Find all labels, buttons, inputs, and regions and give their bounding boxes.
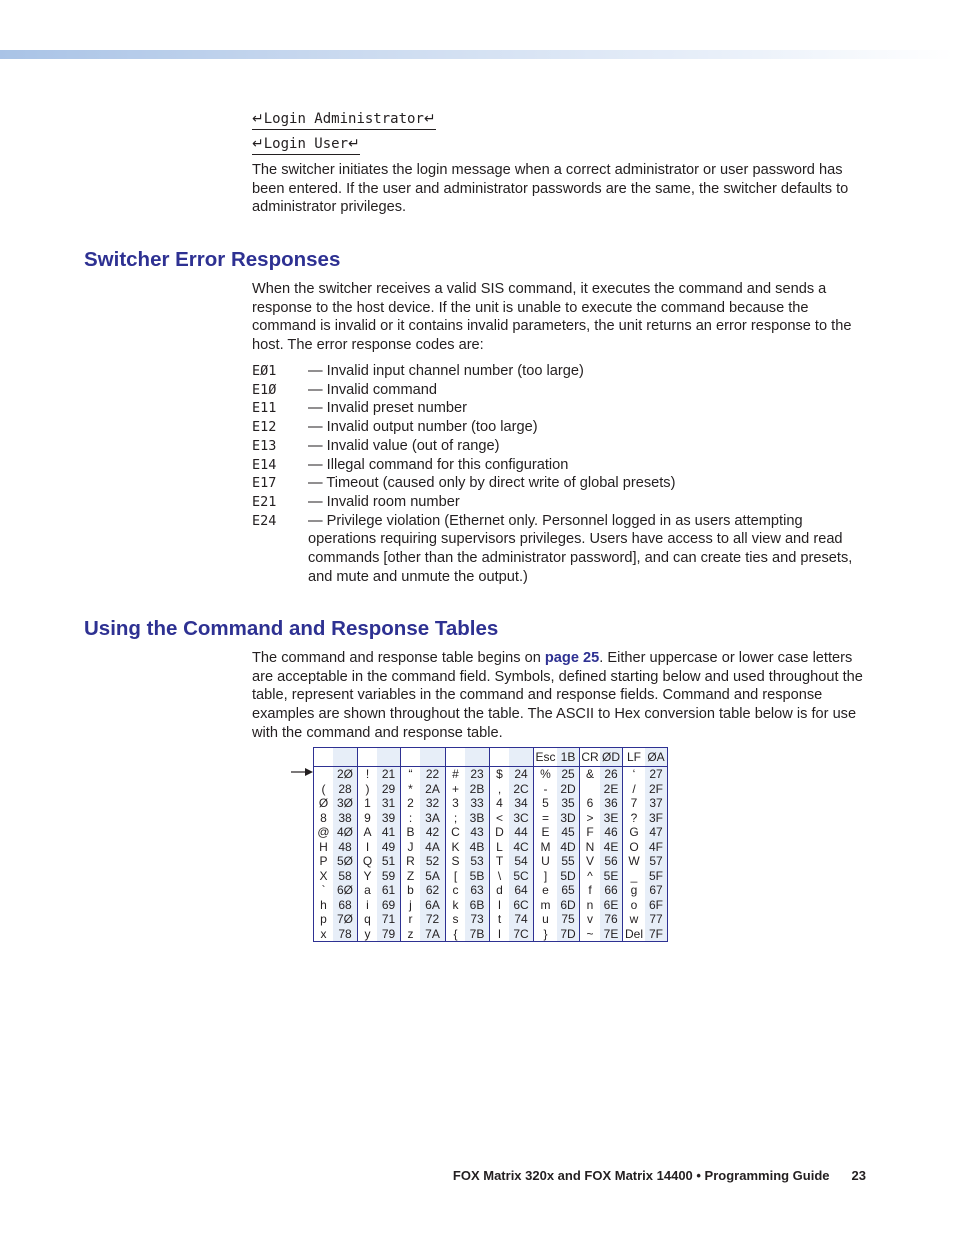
char-cell: T	[495, 854, 504, 868]
char-cell: 6	[586, 796, 594, 810]
page-25-link[interactable]: page 25	[544, 650, 600, 666]
hex-cell: 43	[465, 825, 490, 840]
hex-cell: 36	[600, 796, 623, 811]
char-cell: ]	[543, 868, 548, 883]
login-administrator-text: Login Administrator	[263, 111, 424, 127]
hex-cell	[333, 748, 358, 767]
hex-cell: 79	[377, 927, 401, 942]
char-cell: ‘	[632, 767, 636, 781]
char-cell: Z	[406, 868, 415, 883]
char-cell: w	[629, 912, 639, 926]
hex-cell: 39	[377, 811, 401, 826]
ascii-table-row	[314, 927, 668, 942]
hex-cell: 5C	[509, 869, 534, 884]
hex-cell: 48	[333, 840, 358, 855]
ascii-table-row	[314, 912, 668, 927]
char-cell: <	[495, 810, 503, 825]
hex-cell: 4B	[465, 840, 490, 855]
ascii-table-row	[314, 840, 668, 855]
hex-cell: 61	[377, 883, 401, 898]
ascii-table-row	[314, 854, 668, 869]
ascii-table-row	[314, 883, 668, 898]
char-cell: l	[498, 897, 501, 912]
hex-cell: 72	[420, 912, 446, 927]
error-responses-paragraph: When the switcher receives a valid SIS command, it executes the command and sends a response to the host device. If the unit is unable to execute the command because the command is invalid or it contains invalid parameters, the unit returns an error response to the host. The error response codes are:	[252, 281, 852, 354]
ascii-table-row	[314, 869, 668, 884]
char-cell: c	[452, 883, 459, 897]
error-item: E24 — Privilege violation (Ethernet only. Personnel logged in as users attempting operations requiring supervisors privileges. Users have access to all view and read commands [other than the administrator password], and can create ties and presets, and mute and unmute the output.)	[252, 512, 853, 585]
error-item: E21 — Invalid room number	[252, 493, 460, 510]
hex-cell: 38	[333, 811, 358, 826]
error-item: E13 — Invalid value (out of range)	[252, 437, 500, 454]
hex-cell: 45	[557, 825, 580, 840]
error-item: E17 — Timeout (caused only by direct write of global presets)	[252, 475, 676, 492]
char-cell: ?	[630, 810, 638, 825]
hex-cell: 2C	[509, 782, 534, 797]
hex-cell: 3Ø	[333, 796, 358, 811]
hex-cell: 2D	[557, 782, 580, 797]
hex-cell: 55	[557, 854, 580, 869]
footer-title: FOX Matrix 320x and FOX Matrix 14400 • Programming Guide	[452, 1168, 830, 1183]
hex-cell: 53	[465, 854, 490, 869]
char-cell: 9	[364, 810, 371, 825]
hex-cell: 59	[377, 869, 401, 884]
top-header-bar	[0, 50, 954, 59]
hex-cell: 6C	[509, 898, 534, 913]
hex-cell: 4A	[420, 840, 446, 855]
return-arrow-icon: ↵	[348, 136, 360, 152]
char-cell: $	[496, 767, 503, 781]
hex-cell: 68	[333, 898, 358, 913]
char-cell: G	[629, 825, 639, 839]
char-cell: #	[452, 767, 459, 781]
hex-cell: 75	[557, 912, 580, 927]
char-cell: )	[365, 781, 370, 796]
char-cell: N	[585, 839, 595, 854]
hex-cell: ØD	[600, 748, 623, 767]
char-cell: P	[319, 854, 328, 868]
char-cell: :	[408, 810, 413, 825]
char-cell: &	[585, 767, 594, 781]
char-cell: o	[630, 897, 638, 912]
hex-cell: 3B	[465, 811, 490, 826]
hex-cell: 42	[420, 825, 446, 840]
hex-cell: 26	[600, 767, 623, 782]
char-cell: B	[406, 825, 415, 839]
char-cell: s	[452, 912, 459, 926]
command-tables-paragraph: The command and response table begins on page 25. Either uppercase or lower case letters are acceptable in the command field. Symbols, defined starting below and used throughout the table, represent variables in the command and response fields. Command and response examples are shown throughout the table. The ASCII to Hex conversion table below is for use with the command and response table.	[252, 650, 863, 741]
hex-cell: 5B	[465, 869, 490, 884]
hex-cell: 47	[645, 825, 668, 840]
char-cell: Y	[363, 868, 372, 883]
char-cell: S	[451, 854, 460, 868]
hex-cell: 63	[465, 883, 490, 898]
char-cell: *	[408, 781, 413, 796]
hex-cell: 31	[377, 796, 401, 811]
hex-cell: 3D	[557, 811, 580, 826]
error-code-list	[252, 362, 872, 586]
char-cell: !	[365, 767, 370, 781]
hex-cell: 62	[420, 883, 446, 898]
hex-cell: 64	[509, 883, 534, 898]
char-cell: h	[320, 897, 327, 912]
hex-cell: 27	[645, 767, 668, 782]
char-cell: v	[587, 912, 593, 926]
hex-cell: 4Ø	[333, 825, 358, 840]
char-cell: 3	[452, 796, 459, 810]
char-cell	[580, 782, 601, 797]
char-cell: Del	[624, 926, 643, 941]
char-cell: l	[498, 926, 501, 941]
hex-cell: 4C	[509, 840, 534, 855]
hex-cell	[509, 748, 534, 767]
hex-cell: 2B	[465, 782, 490, 797]
hex-cell: ØA	[645, 748, 668, 767]
hex-cell: 73	[465, 912, 490, 927]
char-cell: ~	[586, 926, 594, 941]
char-cell: ;	[453, 810, 458, 825]
hex-cell: 7A	[420, 927, 446, 942]
char-cell: Esc	[534, 748, 558, 767]
hex-cell: 77	[645, 912, 668, 927]
char-cell: }	[543, 926, 548, 941]
section-title-command-tables: Using the Command and Response Tables	[84, 617, 499, 640]
char-cell	[358, 748, 378, 767]
char-cell: (	[321, 781, 326, 796]
char-cell: C	[451, 825, 460, 839]
hex-cell: 34	[509, 796, 534, 811]
hex-cell: 2Ø	[333, 767, 358, 782]
char-cell: CR	[580, 748, 601, 767]
char-cell: f	[588, 883, 592, 897]
char-cell: i	[366, 897, 369, 912]
char-cell: Ø	[318, 796, 329, 810]
arrow-pointer-icon	[291, 767, 313, 777]
char-cell: /	[632, 781, 636, 796]
char-cell: =	[541, 810, 549, 825]
hex-cell: 25	[557, 767, 580, 782]
char-cell: m	[540, 897, 551, 912]
char-cell: z	[407, 926, 414, 941]
hex-cell: 78	[333, 927, 358, 942]
char-cell: r	[408, 912, 413, 926]
ascii-table-row	[314, 825, 668, 840]
hex-cell: 28	[333, 782, 358, 797]
hex-cell: 3E	[600, 811, 623, 826]
hex-cell: 7D	[557, 927, 580, 942]
char-cell: u	[542, 912, 549, 926]
hex-cell: 5A	[420, 869, 446, 884]
ascii-table-row	[314, 898, 668, 913]
char-cell: I	[365, 839, 370, 854]
char-cell: 2	[407, 796, 414, 810]
char-cell: g	[630, 883, 638, 897]
char-cell: _	[630, 868, 638, 883]
hex-cell: 65	[557, 883, 580, 898]
login-administrator-line	[252, 111, 436, 130]
char-cell: d	[496, 883, 503, 897]
char-cell: `	[321, 883, 326, 897]
login-user-text: Login User	[263, 136, 349, 152]
hex-cell: 3A	[420, 811, 446, 826]
hex-cell: 58	[333, 869, 358, 884]
hex-cell: 6E	[600, 898, 623, 913]
hex-cell: 7E	[600, 927, 623, 942]
intro-paragraph: The switcher initiates the login message when a correct administrator or user password has been entered. If the user and administrator passwords are the same, the switcher defaults to administrator privileges.	[252, 162, 849, 216]
char-cell: ^	[587, 868, 593, 883]
char-cell: +	[451, 781, 459, 796]
ascii-hex-table	[313, 747, 668, 942]
hex-cell: 54	[509, 854, 534, 869]
char-cell: X	[319, 868, 328, 883]
char-cell: k	[452, 897, 459, 912]
char-cell: V	[585, 854, 594, 868]
hex-cell: 3F	[645, 811, 668, 826]
hex-cell: 35	[557, 796, 580, 811]
char-cell: 5	[542, 796, 549, 810]
hex-cell	[377, 748, 401, 767]
hex-cell: 7B	[465, 927, 490, 942]
char-cell: x	[320, 926, 327, 941]
ascii-table-row	[314, 767, 668, 782]
char-cell: t	[497, 912, 502, 926]
ascii-table-row	[314, 811, 668, 826]
char-cell: J	[407, 839, 414, 854]
char-cell: O	[629, 839, 639, 854]
char-cell: K	[451, 839, 460, 854]
hex-cell	[420, 748, 446, 767]
char-cell: b	[407, 883, 414, 897]
hex-cell: 44	[509, 825, 534, 840]
return-arrow-icon: ↵	[252, 136, 264, 152]
char-cell: [	[453, 868, 458, 883]
char-cell	[314, 767, 334, 782]
char-cell: E	[541, 825, 550, 839]
hex-cell	[465, 748, 490, 767]
char-cell	[401, 748, 421, 767]
hex-cell: 4F	[645, 840, 668, 855]
char-cell: LF	[623, 748, 646, 767]
hex-cell: 6B	[465, 898, 490, 913]
hex-cell: 7C	[509, 927, 534, 942]
error-item: E1Ø — Invalid command	[252, 381, 437, 398]
char-cell: 8	[320, 810, 327, 825]
char-cell: y	[364, 926, 371, 941]
char-cell: @	[317, 825, 330, 839]
char-cell	[314, 748, 334, 767]
hex-cell: 57	[645, 854, 668, 869]
char-cell: U	[541, 854, 550, 868]
hex-cell: 3C	[509, 811, 534, 826]
char-cell: p	[320, 912, 327, 926]
hex-cell: 22	[420, 767, 446, 782]
char-cell: 7	[630, 796, 638, 810]
char-cell: A	[363, 825, 372, 839]
hex-cell: 74	[509, 912, 534, 927]
hex-cell: 2E	[600, 782, 623, 797]
hex-cell: 56	[600, 854, 623, 869]
page-number: 23	[851, 1168, 866, 1183]
char-cell: M	[540, 839, 551, 854]
char-cell: R	[406, 854, 415, 868]
char-cell: 1	[364, 796, 371, 810]
hex-cell: 5E	[600, 869, 623, 884]
error-item: E11 — Invalid preset number	[252, 400, 467, 417]
char-cell: D	[495, 825, 504, 839]
error-item: E12 — Invalid output number (too large)	[252, 419, 538, 436]
char-cell: Q	[362, 854, 373, 868]
hex-cell: 67	[645, 883, 668, 898]
hex-cell: 4D	[557, 840, 580, 855]
char-cell: {	[453, 926, 458, 941]
hex-cell: 6A	[420, 898, 446, 913]
hex-cell: 29	[377, 782, 401, 797]
char-cell: 4	[496, 796, 503, 810]
ascii-table-row	[314, 796, 668, 811]
hex-cell: 69	[377, 898, 401, 913]
char-cell: q	[364, 912, 371, 926]
hex-cell: 52	[420, 854, 446, 869]
hex-cell: 5F	[645, 869, 668, 884]
ascii-table-row	[314, 782, 668, 797]
hex-cell: 51	[377, 854, 401, 869]
hex-cell: 21	[377, 767, 401, 782]
char-cell: L	[496, 839, 503, 854]
hex-cell: 66	[600, 883, 623, 898]
char-cell: e	[542, 883, 549, 897]
char-cell: ,	[497, 781, 502, 796]
hex-cell: 4E	[600, 840, 623, 855]
hex-cell: 24	[509, 767, 534, 782]
char-cell: n	[586, 897, 594, 912]
hex-cell: 33	[465, 796, 490, 811]
page-footer	[0, 1168, 866, 1183]
hex-cell: 5D	[557, 869, 580, 884]
hex-cell: 76	[600, 912, 623, 927]
hex-cell: 6F	[645, 898, 668, 913]
char-cell: %	[540, 767, 551, 781]
char-cell: \	[497, 868, 502, 883]
hex-cell: 41	[377, 825, 401, 840]
return-arrow-icon: ↵	[423, 111, 436, 127]
hex-cell: 49	[377, 840, 401, 855]
ascii-table-header-row	[314, 748, 668, 767]
return-arrow-icon: ↵	[252, 111, 264, 127]
char-cell: “	[408, 767, 413, 781]
hex-cell: 32	[420, 796, 446, 811]
hex-cell: 46	[600, 825, 623, 840]
hex-cell: 1B	[557, 748, 580, 767]
hex-cell: 37	[645, 796, 668, 811]
hex-cell: 6Ø	[333, 883, 358, 898]
char-cell	[446, 748, 466, 767]
hex-cell: 2A	[420, 782, 446, 797]
char-cell: a	[364, 883, 371, 897]
char-cell	[490, 748, 510, 767]
char-cell: F	[586, 825, 594, 839]
hex-cell: 6D	[557, 898, 580, 913]
error-item: E14 — Illegal command for this configuration	[252, 456, 569, 473]
char-cell: -	[543, 781, 548, 796]
hex-cell: 7F	[645, 927, 668, 942]
char-cell: j	[409, 897, 412, 912]
hex-cell: 23	[465, 767, 490, 782]
login-user-line	[252, 136, 360, 155]
hex-cell: 71	[377, 912, 401, 927]
char-cell: W	[628, 854, 640, 868]
error-item: EØ1 — Invalid input channel number (too large)	[252, 363, 584, 379]
hex-cell: 7Ø	[333, 912, 358, 927]
hex-cell: 2F	[645, 782, 668, 797]
hex-cell: 5Ø	[333, 854, 358, 869]
section-title-error-responses: Switcher Error Responses	[84, 248, 341, 271]
char-cell: H	[319, 839, 328, 854]
char-cell: >	[586, 810, 594, 825]
